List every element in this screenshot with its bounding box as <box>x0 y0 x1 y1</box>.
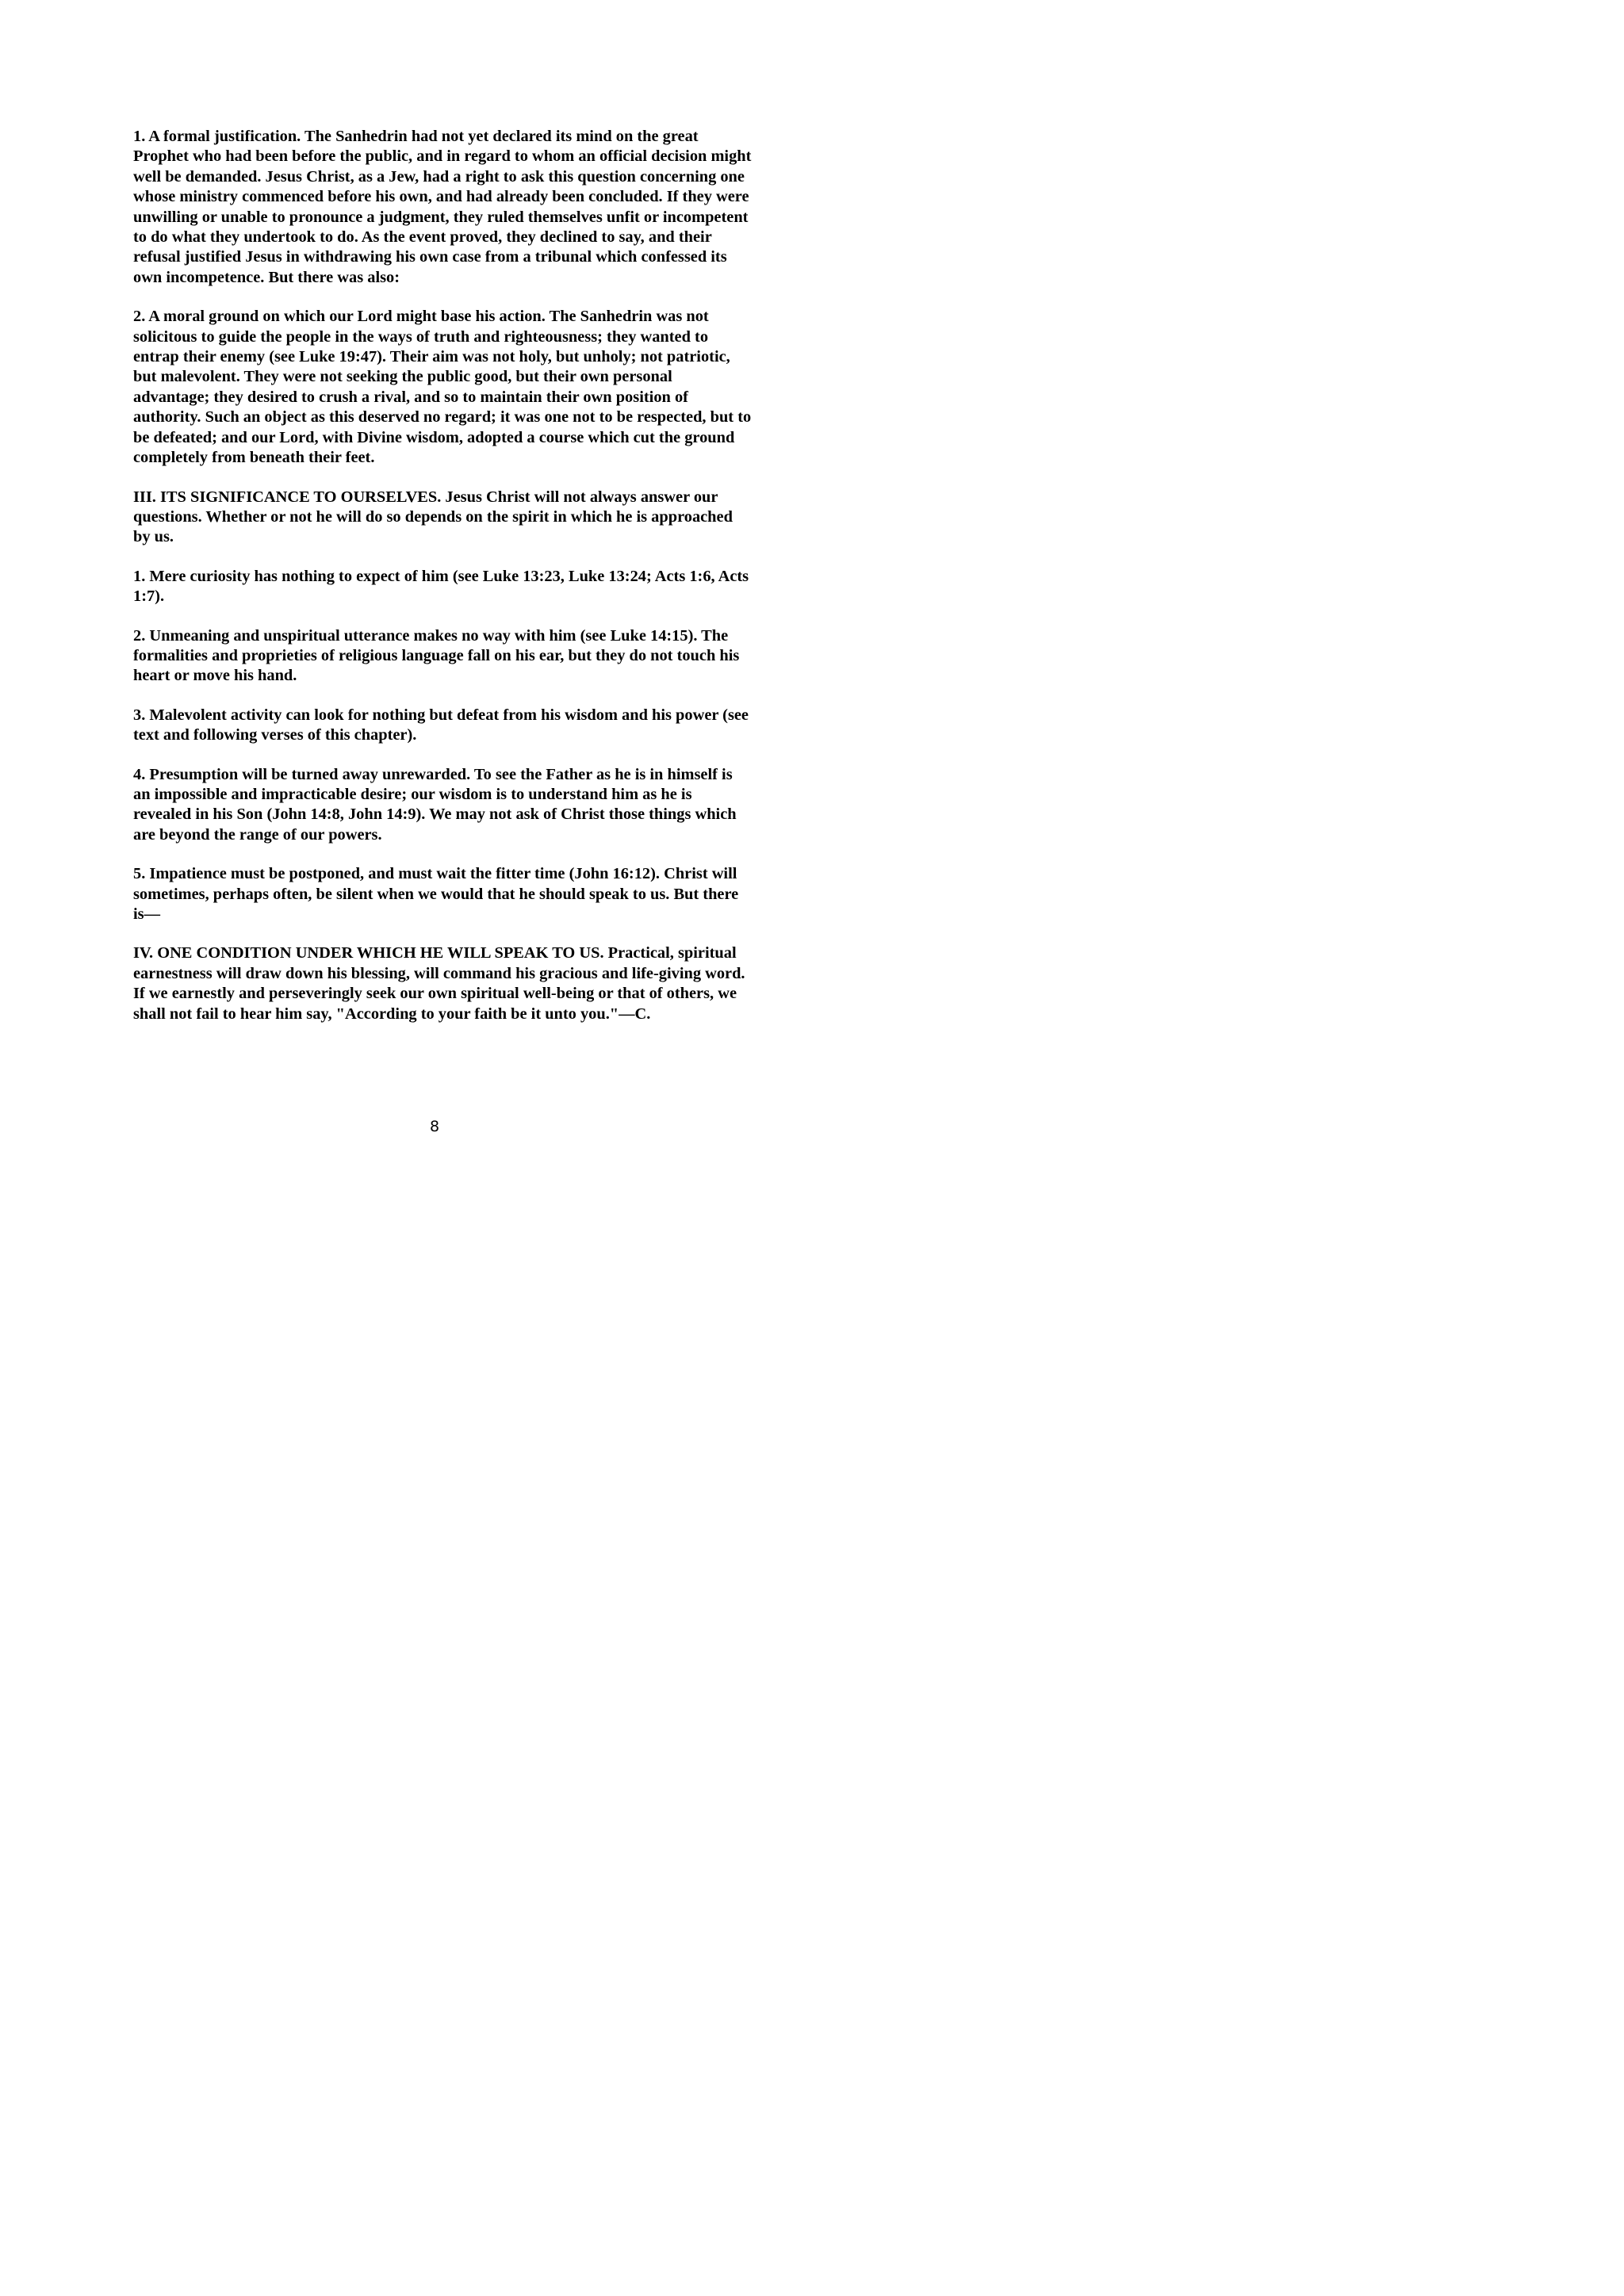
paragraph-moral-ground: 2. A moral ground on which our Lord might base his action. The Sanhedrin was not solicitous to guide the people in the ways of truth and righteousness; they wanted to entrap their enemy (see Luke 19:47). Their aim was not holy, but unholy; not patriotic, but malevolent. They were not seeking the public good, but their own personal advantage; they desired to crush a rival, and so to maintain their own position of authority. Such an object as this deserved no regard; it was one not to be respected, but to be defeated; and our Lord, with Divine wisdom, adopted a course which cut the ground completely from beneath their feet. <box>133 308 752 467</box>
paragraph-significance-heading: III. ITS SIGNIFICANCE TO OURSELVES. Jesus Christ will not always answer our questions. Whether or not he will do so depends on the spirit in which he is approached by us. <box>133 488 733 546</box>
page-number: 8 <box>429 1118 440 1135</box>
paragraph-unmeaning-utterance: 2. Unmeaning and unspiritual utterance makes no way with him (see Luke 14:15). The formalities and proprieties of religious language fall on his ear, but they do not touch his heart or move his hand. <box>133 626 740 685</box>
paragraph-formal-justification: 1. A formal justification. The Sanhedrin had not yet declared its mind on the great Prophet who had been before the public, and in regard to whom an official decision might well be demanded. Jesus Christ, as a Jew, had a right to ask this question concerning one whose ministry commenced before his own, and had already been concluded. If they were unwilling or unable to pronounce a judgment, they ruled themselves unfit or incompetent to do what they undertook to do. As the event proved, they declined to say, and their refusal justified Jesus in withdrawing his own case from a tribunal which confessed its own incompetence. But there was also: <box>133 128 752 286</box>
document-page <box>0 0 869 1229</box>
paragraph-one-condition-heading: IV. ONE CONDITION UNDER WHICH HE WILL SPEAK TO US. Practical, spiritual earnestness will draw down his blessing, will command his gracious and life-giving word. If we earnestly and perseveringly seek our own spiritual well-being or that of others, we shall not fail to hear him say, "According to your faith be it unto you."—C. <box>133 944 745 1023</box>
paragraph-impatience: 5. Impatience must be postponed, and must wait the fitter time (John 16:12). Christ will sometimes, perhaps often, be silent when we would that he should speak to us. But there is— <box>133 865 739 923</box>
body-text <box>133 127 752 1043</box>
paragraph-presumption: 4. Presumption will be turned away unrewarded. To see the Father as he is in himself is an impossible and impracticable desire; our wisdom is to understand him as he is revealed in his Son (John 14:8, John 14:9). We may not ask of Christ those things which are beyond the range of our powers. <box>133 765 737 844</box>
paragraph-malevolent-activity: 3. Malevolent activity can look for nothing but defeat from his wisdom and his power (see text and following verses of this chapter). <box>133 706 749 744</box>
paragraph-mere-curiosity: 1. Mere curiosity has nothing to expect of him (see Luke 13:23, Luke 13:24; Acts 1:6, Acts 1:7). <box>133 567 749 606</box>
